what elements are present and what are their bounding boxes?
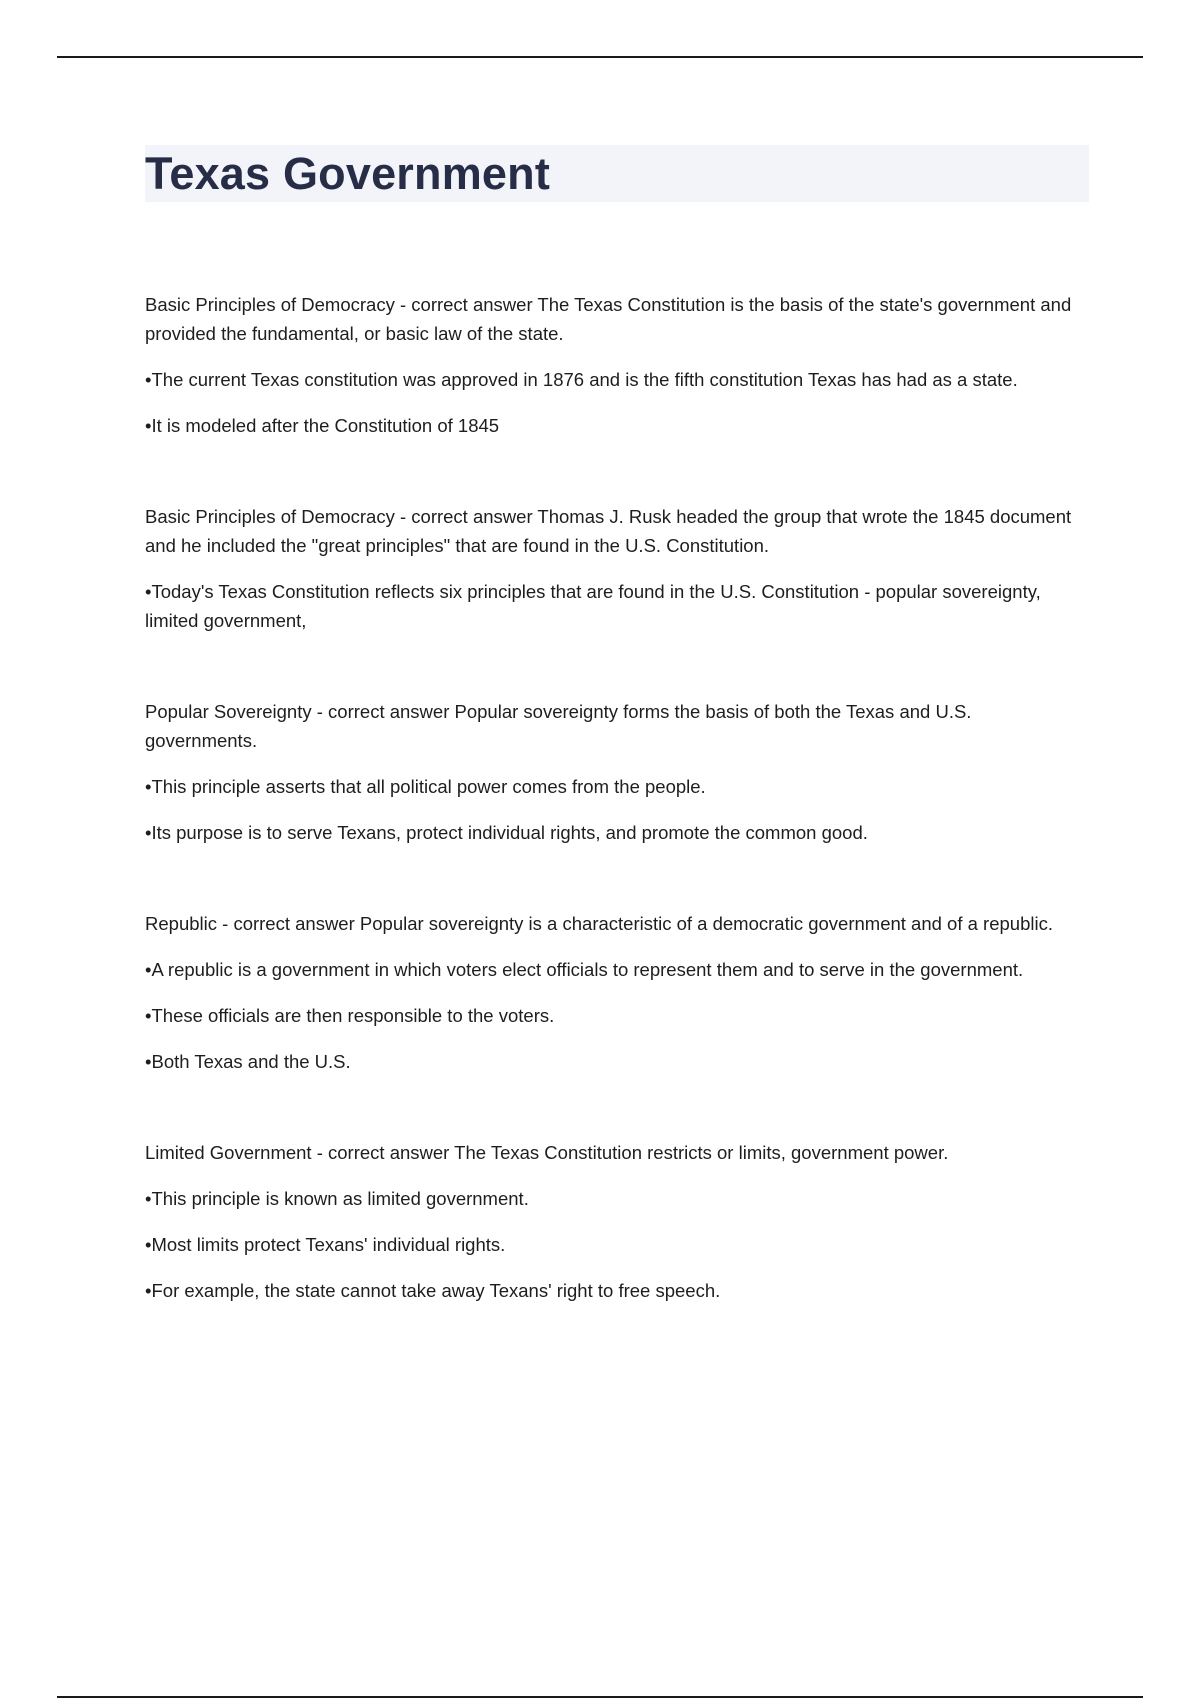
- qa-answer: Thomas J. Rusk headed the group that wrote the 1845 document and he included the "great principles" that are found in the U.S. Constitution.: [145, 506, 1072, 556]
- header-rule: [57, 56, 1143, 58]
- qa-bullet: •Most limits protect Texans' individual rights.: [145, 1234, 506, 1255]
- qa-entry: [145, 290, 1075, 440]
- qa-question: [145, 697, 1075, 755]
- qa-bullet: •It is modeled after the Constitution of 1845: [145, 415, 500, 436]
- qa-answer: Popular sovereignty is a characteristic of a democratic government and of a republic.: [359, 913, 1053, 934]
- qa-bullet: •Today's Texas Constitution reflects six principles that are found in the U.S. Constitution - popular sovereignty, limited government,: [145, 581, 1041, 631]
- document-body: [145, 290, 1075, 1367]
- qa-entry: [145, 697, 1075, 847]
- qa-term: Limited Government: [145, 1142, 312, 1163]
- qa-bullet: •For example, the state cannot take away Texans' right to free speech.: [145, 1280, 721, 1301]
- qa-answer: The Texas Constitution is the basis of the state's government and provided the fundamental, or basic law of the state.: [145, 294, 1072, 344]
- qa-bullet: •Its purpose is to serve Texans, protect individual rights, and promote the common good.: [145, 822, 868, 843]
- qa-entry: [145, 1138, 1075, 1305]
- footer-rule: [57, 1696, 1143, 1698]
- qa-question: [145, 290, 1075, 348]
- qa-term: Basic Principles of Democracy: [145, 294, 395, 315]
- qa-separator: - correct answer: [311, 701, 455, 722]
- qa-bullet: •These officials are then responsible to the voters.: [145, 1005, 555, 1026]
- qa-term: Republic: [145, 913, 217, 934]
- qa-bullet: •This principle asserts that all political power comes from the people.: [145, 776, 706, 797]
- qa-term: Basic Principles of Democracy: [145, 506, 395, 527]
- qa-entry: [145, 502, 1075, 635]
- qa-separator: - correct answer: [217, 913, 360, 934]
- qa-answer: Popular sovereignty forms the basis of both the Texas and U.S. governments.: [145, 701, 972, 751]
- qa-separator: - correct answer: [311, 1142, 455, 1163]
- qa-bullet: •This principle is known as limited government.: [145, 1188, 529, 1209]
- qa-answer: The Texas Constitution restricts or limits, government power.: [454, 1142, 949, 1163]
- qa-question: [145, 502, 1075, 560]
- qa-separator: - correct answer: [394, 506, 538, 527]
- qa-bullet: •A republic is a government in which voters elect officials to represent them and to serve in the government.: [145, 959, 1024, 980]
- qa-bullet: •The current Texas constitution was approved in 1876 and is the fifth constitution Texas has had as a state.: [145, 369, 1018, 390]
- title-banner: [145, 145, 1089, 202]
- qa-question: [145, 909, 1075, 938]
- qa-bullet: •Both Texas and the U.S.: [145, 1051, 351, 1072]
- qa-question: [145, 1138, 1075, 1167]
- qa-separator: - correct answer: [394, 294, 538, 315]
- page-title: Texas Government: [145, 148, 551, 199]
- qa-entry: [145, 909, 1075, 1076]
- qa-term: Popular Sovereignty: [145, 701, 312, 722]
